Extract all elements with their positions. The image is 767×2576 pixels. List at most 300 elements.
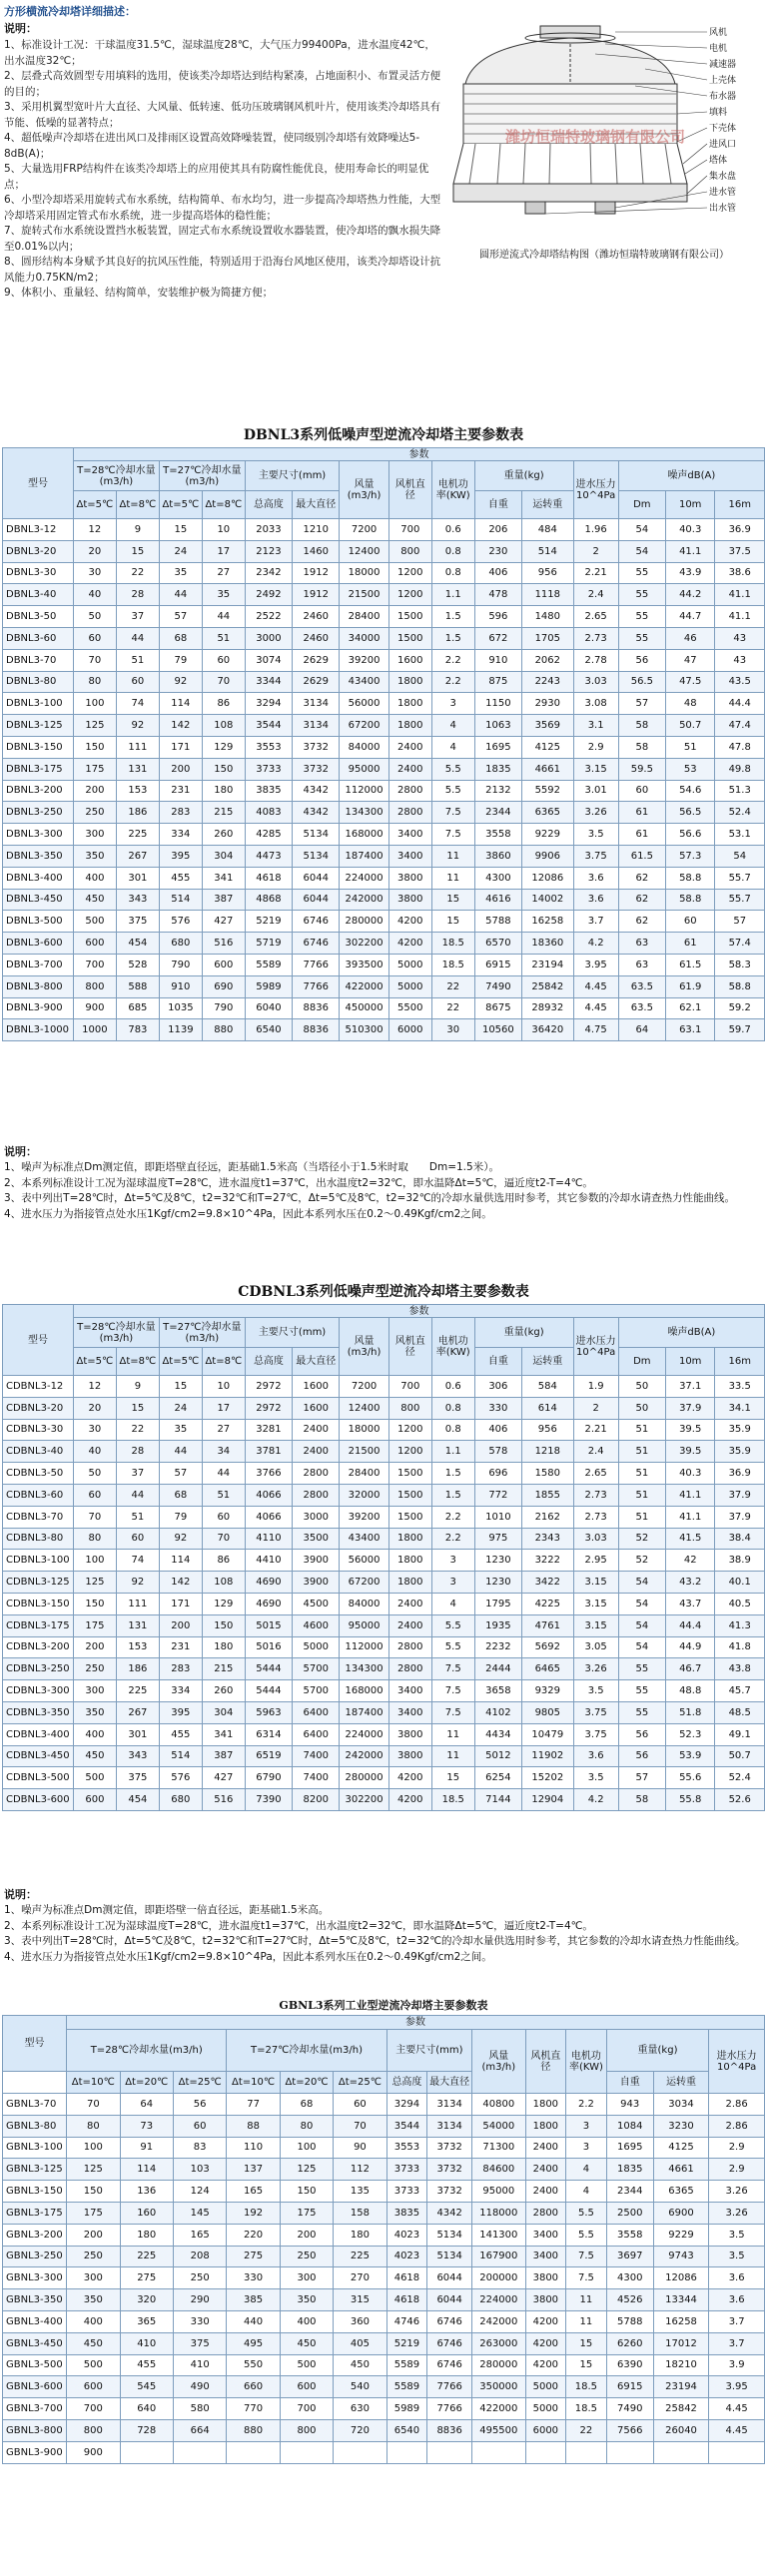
table-cell: 67200 bbox=[340, 715, 388, 737]
table-cell: 150 bbox=[202, 1614, 245, 1636]
table-cell: 41.1 bbox=[715, 606, 765, 628]
table-cell: 9743 bbox=[653, 2246, 709, 2267]
model-cell: CDBNL3-400 bbox=[3, 1723, 74, 1745]
intro-item: 2、层叠式高效圆型专用填料的选用，使该类冷却塔达到结构紧凑，占地面积小、布置灵活方便的目的； bbox=[4, 70, 441, 98]
model-cell: GBNL3-400 bbox=[3, 2310, 67, 2332]
table-cell: 38.4 bbox=[715, 1528, 765, 1550]
table-cell: 92 bbox=[159, 1528, 202, 1550]
table-cell: 3900 bbox=[293, 1572, 340, 1594]
table-cell: 43 bbox=[715, 649, 765, 671]
table-cell: 3.6 bbox=[573, 889, 618, 911]
table-row bbox=[3, 758, 765, 780]
table-cell: 3732 bbox=[427, 2137, 472, 2159]
table-cell: 180 bbox=[120, 2224, 173, 2246]
table-cell: 3.15 bbox=[573, 1593, 618, 1614]
table-cell: 343 bbox=[116, 1745, 159, 1767]
table-cell: 5000 bbox=[293, 1636, 340, 1658]
table-cell: 1218 bbox=[522, 1441, 574, 1463]
table-cell: 490 bbox=[173, 2376, 226, 2398]
table-cell: 3.15 bbox=[573, 1572, 618, 1594]
table-cell: 1.5 bbox=[431, 1463, 474, 1485]
table-cell: 62 bbox=[618, 889, 665, 911]
table-cell: 5134 bbox=[293, 845, 340, 867]
table-header: 自重 bbox=[474, 1348, 521, 1376]
table-cell: 18000 bbox=[340, 562, 388, 584]
table-cell: 4102 bbox=[474, 1701, 521, 1723]
model-cell: DBNL3-1000 bbox=[3, 1019, 74, 1041]
table-cell: 250 bbox=[280, 2246, 333, 2267]
table-cell: 108 bbox=[202, 715, 245, 737]
table-cell: 1.1 bbox=[431, 1441, 474, 1463]
table-cell: 5.5 bbox=[431, 780, 474, 802]
table-row bbox=[3, 1376, 765, 1398]
table-cell: 0.8 bbox=[431, 1397, 474, 1419]
table-cell: 60 bbox=[334, 2094, 386, 2116]
table-cell: 700 bbox=[73, 954, 116, 975]
table-cell: 55.7 bbox=[715, 867, 765, 889]
table-cell: 1600 bbox=[293, 1397, 340, 1419]
table-header: 主要尺寸(mm) bbox=[245, 1318, 340, 1348]
table-cell bbox=[227, 2441, 280, 2463]
table-cell: 58.8 bbox=[665, 867, 714, 889]
table-cell: 35 bbox=[202, 584, 245, 606]
table-cell: 270 bbox=[334, 2267, 386, 2289]
table-header: Δt=10℃ bbox=[67, 2072, 120, 2094]
model-cell: CDBNL3-70 bbox=[3, 1506, 74, 1528]
table-cell: 880 bbox=[202, 1019, 245, 1041]
table-cell: 2400 bbox=[525, 2137, 566, 2159]
table-cell: 10 bbox=[202, 519, 245, 541]
table-cell: 0.6 bbox=[431, 519, 474, 541]
table-header: Dm bbox=[618, 1348, 665, 1376]
table-cell: 1600 bbox=[293, 1376, 340, 1398]
table-cell: 37.1 bbox=[665, 1376, 714, 1398]
table-cell: 57 bbox=[159, 1463, 202, 1485]
table-cell: 3.1 bbox=[573, 715, 618, 737]
table-header: 最大直径 bbox=[293, 1348, 340, 1376]
table-cell: 5134 bbox=[293, 824, 340, 846]
table-cell: 1705 bbox=[522, 627, 574, 649]
table-cell: 1500 bbox=[388, 1506, 431, 1528]
table-cell: 37.9 bbox=[665, 1397, 714, 1419]
table-cell: 500 bbox=[73, 911, 116, 933]
table-cell: 37 bbox=[116, 1463, 159, 1485]
table-cell: 1695 bbox=[606, 2137, 653, 2159]
table-row bbox=[3, 2332, 765, 2354]
table-cell: 700 bbox=[280, 2398, 333, 2420]
table-cell: 44.4 bbox=[665, 1614, 714, 1636]
model-cell: DBNL3-350 bbox=[3, 845, 74, 867]
table-header: 风量(m3/h) bbox=[340, 1318, 388, 1376]
table-cell: 975 bbox=[474, 1528, 521, 1550]
table-cell: 200000 bbox=[472, 2267, 525, 2289]
table-cell: 3400 bbox=[388, 824, 431, 846]
model-cell: GBNL3-450 bbox=[3, 2332, 67, 2354]
table-cell: 168000 bbox=[340, 824, 388, 846]
table-cell: 385 bbox=[227, 2289, 280, 2311]
table-cell: 5444 bbox=[245, 1680, 292, 1702]
table-cell: 175 bbox=[67, 2202, 120, 2224]
table-cell: 50 bbox=[618, 1376, 665, 1398]
table-cell: 2.73 bbox=[573, 1484, 618, 1506]
table-cell: 5700 bbox=[293, 1680, 340, 1702]
table-cell: 42 bbox=[665, 1550, 714, 1572]
table-cell: 6254 bbox=[474, 1767, 521, 1789]
table-cell: 180 bbox=[202, 1636, 245, 1658]
table-header: 型号 bbox=[3, 1305, 74, 1376]
table-cell: 56.5 bbox=[618, 671, 665, 693]
table-cell: 500 bbox=[67, 2354, 120, 2376]
table-cell: 696 bbox=[474, 1463, 521, 1485]
table-cell: 43400 bbox=[340, 1528, 388, 1550]
table-cell: 160 bbox=[120, 2202, 173, 2224]
model-cell: DBNL3-30 bbox=[3, 562, 74, 584]
table-cell: 4200 bbox=[525, 2310, 566, 2332]
table-cell: 15 bbox=[116, 1397, 159, 1419]
table-cell: 6365 bbox=[522, 802, 574, 824]
model-cell: DBNL3-800 bbox=[3, 975, 74, 997]
table-cell: 68 bbox=[159, 1484, 202, 1506]
table-cell: 131 bbox=[116, 758, 159, 780]
table-row bbox=[3, 671, 765, 693]
table-cell: 3 bbox=[431, 1550, 474, 1572]
table-cell: 12 bbox=[73, 519, 116, 541]
table-cell: 2400 bbox=[525, 2159, 566, 2181]
table-cell: 4285 bbox=[245, 824, 292, 846]
table-cell: 224000 bbox=[472, 2289, 525, 2311]
table-cell: 450 bbox=[67, 2332, 120, 2354]
table-cell: 14002 bbox=[522, 889, 574, 911]
table-cell: 3400 bbox=[388, 1680, 431, 1702]
table-cell: 23194 bbox=[522, 954, 574, 975]
table-cell: 50 bbox=[73, 1463, 116, 1485]
table-cell: 110 bbox=[227, 2137, 280, 2159]
table-cell: 3558 bbox=[606, 2224, 653, 2246]
table-cell: 1835 bbox=[606, 2159, 653, 2181]
table-cell: 2.9 bbox=[709, 2137, 765, 2159]
model-cell: GBNL3-250 bbox=[3, 2246, 67, 2267]
table-cell: 200 bbox=[159, 1614, 202, 1636]
table-header: 主要尺寸(mm) bbox=[245, 461, 340, 491]
model-cell: DBNL3-400 bbox=[3, 867, 74, 889]
table-cell: 2800 bbox=[525, 2202, 566, 2224]
table-cell: 6044 bbox=[427, 2267, 472, 2289]
table-cell: 51 bbox=[116, 1506, 159, 1528]
table-cell: 60 bbox=[173, 2115, 226, 2137]
table-cell bbox=[472, 2441, 525, 2463]
table-cell: 95000 bbox=[472, 2181, 525, 2203]
table-cell: 454 bbox=[116, 1789, 159, 1811]
table-cell: 74 bbox=[116, 1550, 159, 1572]
table-cell: 55 bbox=[618, 1701, 665, 1723]
table-header: 10m bbox=[665, 491, 714, 519]
table-cell: 58 bbox=[618, 736, 665, 758]
table-cell: 440 bbox=[227, 2310, 280, 2332]
table-cell: 700 bbox=[388, 519, 431, 541]
table-cell: 5.5 bbox=[431, 758, 474, 780]
table-cell: 57 bbox=[618, 1767, 665, 1789]
table-cell: 2444 bbox=[474, 1658, 521, 1680]
table-cell: 47.5 bbox=[665, 671, 714, 693]
table-cell: 43.9 bbox=[665, 562, 714, 584]
table-cell: 48.5 bbox=[715, 1701, 765, 1723]
table-cell: 57.3 bbox=[665, 845, 714, 867]
table-cell: 141300 bbox=[472, 2224, 525, 2246]
table-row bbox=[3, 824, 765, 846]
table-cell: 92 bbox=[116, 715, 159, 737]
table-cell: 88 bbox=[227, 2115, 280, 2137]
table-cell: 2.9 bbox=[573, 736, 618, 758]
table-cell: 61 bbox=[665, 933, 714, 955]
table-cell: 175 bbox=[73, 758, 116, 780]
table-cell: 61 bbox=[618, 824, 665, 846]
table-cell: 21500 bbox=[340, 584, 388, 606]
table-cell: 3800 bbox=[388, 1723, 431, 1745]
table-cell: 3658 bbox=[474, 1680, 521, 1702]
table-cell: 208 bbox=[173, 2246, 226, 2267]
table-cell: 2460 bbox=[293, 606, 340, 628]
table-cell: 393500 bbox=[340, 954, 388, 975]
table-cell: 44 bbox=[202, 1463, 245, 1485]
table-cell: 51 bbox=[202, 627, 245, 649]
table-cell: 54 bbox=[618, 1636, 665, 1658]
table-cell: 5589 bbox=[386, 2354, 427, 2376]
table-cell: 70 bbox=[334, 2115, 386, 2137]
table-cell: 6044 bbox=[293, 889, 340, 911]
table-cell: 4661 bbox=[522, 758, 574, 780]
note-item: 4、进水压力为指接管点处水压1Kgf/cm2=9.8×10^4Pa，因此本系列水压在0.2～0.49Kgf/cm2之间。 bbox=[4, 1208, 492, 1221]
table-cell: 301 bbox=[116, 867, 159, 889]
table-cell: 450000 bbox=[340, 997, 388, 1019]
table-header: 风机直径 bbox=[388, 1318, 431, 1376]
model-cell: GBNL3-70 bbox=[3, 2094, 67, 2116]
table-cell: 7.5 bbox=[431, 824, 474, 846]
model-cell: GBNL3-800 bbox=[3, 2419, 67, 2441]
table-cell: 2344 bbox=[606, 2181, 653, 2203]
table-cell: 46 bbox=[665, 627, 714, 649]
table-row bbox=[3, 2398, 765, 2420]
table-cell: 1855 bbox=[522, 1484, 574, 1506]
model-cell: GBNL3-175 bbox=[3, 2202, 67, 2224]
table-cell: 35.9 bbox=[715, 1441, 765, 1463]
table-row bbox=[3, 562, 765, 584]
table-cell: 0.8 bbox=[431, 1419, 474, 1441]
table-cell: 1.96 bbox=[573, 519, 618, 541]
table-cell: 304 bbox=[202, 845, 245, 867]
table-cell: 9 bbox=[116, 519, 159, 541]
table-cell: 290 bbox=[173, 2289, 226, 2311]
table-row bbox=[3, 2202, 765, 2224]
table-cell: 2343 bbox=[522, 1528, 574, 1550]
table-cell: 510300 bbox=[340, 1019, 388, 1041]
table-row bbox=[3, 715, 765, 737]
table-cell: 38.6 bbox=[715, 562, 765, 584]
note-item: 2、本系列标准设计工况为湿球温度T=28℃，进水温度t1=37℃，出水温度t2=32℃，即水温降Δt=5℃，逼近度t2-T=4℃。 bbox=[4, 1176, 593, 1189]
table-cell: 71300 bbox=[472, 2137, 525, 2159]
table-cell: 302200 bbox=[340, 933, 388, 955]
table-cell: 3074 bbox=[245, 649, 292, 671]
table-cell: 2.4 bbox=[573, 1441, 618, 1463]
table-cell bbox=[525, 2441, 566, 2463]
table-cell: 3835 bbox=[245, 780, 292, 802]
table-cell: 6000 bbox=[388, 1019, 431, 1041]
table-header: Dm bbox=[618, 491, 665, 519]
table-cell: 800 bbox=[388, 540, 431, 562]
table-cell: 375 bbox=[116, 911, 159, 933]
table-cell: 17 bbox=[202, 540, 245, 562]
table-cell: 1139 bbox=[159, 1019, 202, 1041]
table-cell: 15 bbox=[431, 1767, 474, 1789]
table-cell: 51 bbox=[618, 1419, 665, 1441]
table-cell: 3.05 bbox=[573, 1636, 618, 1658]
table-cell: 58.8 bbox=[715, 975, 765, 997]
note-item: 4、进水压力为指接管点处水压1Kgf/cm2=9.8×10^4Pa，因此本系列水压在0.2～0.49Kgf/cm2之间。 bbox=[4, 1951, 492, 1964]
table-cell: 3400 bbox=[388, 845, 431, 867]
table-cell: 103 bbox=[173, 2159, 226, 2181]
table-cell: 2800 bbox=[293, 1484, 340, 1506]
table-cell: 330 bbox=[227, 2267, 280, 2289]
table-cell: 3569 bbox=[522, 715, 574, 737]
table-cell: 2.9 bbox=[709, 2159, 765, 2181]
table-cell: 60 bbox=[665, 911, 714, 933]
table-header: 主要尺寸(mm) bbox=[386, 2030, 471, 2072]
table-cell: 22 bbox=[116, 562, 159, 584]
table-cell: 125 bbox=[67, 2159, 120, 2181]
table-cell: 15 bbox=[431, 911, 474, 933]
table-cell: 125 bbox=[73, 1572, 116, 1594]
table-cell: 62.1 bbox=[665, 997, 714, 1019]
table-cell: 95000 bbox=[340, 758, 388, 780]
table-cell: 4618 bbox=[245, 867, 292, 889]
table-cell: 1935 bbox=[474, 1614, 521, 1636]
table-cell: 596 bbox=[474, 606, 521, 628]
table-cell: 9229 bbox=[522, 824, 574, 846]
table-cell: 25842 bbox=[522, 975, 574, 997]
model-cell: CDBNL3-450 bbox=[3, 1745, 74, 1767]
table-cell: 4500 bbox=[293, 1593, 340, 1614]
table-cell: 514 bbox=[159, 1745, 202, 1767]
table-cell: 180 bbox=[202, 780, 245, 802]
table-cell: 3800 bbox=[388, 867, 431, 889]
table-cell: 206 bbox=[474, 519, 521, 541]
table-cell: 600 bbox=[67, 2376, 120, 2398]
table-cell: 186 bbox=[116, 802, 159, 824]
table-cell: 4 bbox=[566, 2181, 607, 2203]
model-cell: GBNL3-900 bbox=[3, 2441, 67, 2463]
table-cell: 51 bbox=[665, 736, 714, 758]
watermark-text: 潍坊恒瑞特玻璃钢有限公司 bbox=[505, 128, 686, 146]
table-cell: 61.5 bbox=[618, 845, 665, 867]
table-cell: 58 bbox=[618, 1789, 665, 1811]
table-cell: 45.7 bbox=[715, 1680, 765, 1702]
table-cell: 9229 bbox=[653, 2224, 709, 2246]
table-cell: 13344 bbox=[653, 2289, 709, 2311]
table-cell: 614 bbox=[522, 1397, 574, 1419]
table-cell: 50 bbox=[73, 606, 116, 628]
table-cell: 5000 bbox=[388, 975, 431, 997]
table-cell: 4300 bbox=[606, 2267, 653, 2289]
table-cell: 51 bbox=[618, 1506, 665, 1528]
table-cell: 39.5 bbox=[665, 1441, 714, 1463]
table-cell: 55 bbox=[618, 562, 665, 584]
table-cell: 9 bbox=[116, 1376, 159, 1398]
table-cell: 4083 bbox=[245, 802, 292, 824]
table-cell: 92 bbox=[116, 1572, 159, 1594]
table-cell: 55 bbox=[618, 1680, 665, 1702]
table-cell: 3.6 bbox=[709, 2267, 765, 2289]
table-cell: 3.7 bbox=[573, 911, 618, 933]
table-cell: 2132 bbox=[474, 780, 521, 802]
table-cell: 49.1 bbox=[715, 1723, 765, 1745]
table-cell: 11 bbox=[431, 1745, 474, 1767]
table-cell: 16258 bbox=[522, 911, 574, 933]
table-cell: 153 bbox=[116, 1636, 159, 1658]
table-row bbox=[3, 1397, 765, 1419]
table-header: 风机直径 bbox=[525, 2030, 566, 2094]
table-cell: 400 bbox=[73, 867, 116, 889]
table-cell: 478 bbox=[474, 584, 521, 606]
table-cell: 400 bbox=[73, 1723, 116, 1745]
tower-structure-diagram bbox=[445, 24, 763, 244]
table-body bbox=[3, 519, 765, 1041]
table-cell: 54 bbox=[618, 519, 665, 541]
table-row bbox=[3, 1789, 765, 1811]
table-cell: 53.1 bbox=[715, 824, 765, 846]
table-cell: 175 bbox=[280, 2202, 333, 2224]
table-cell: 600 bbox=[280, 2376, 333, 2398]
table-cell: 2.2 bbox=[566, 2094, 607, 2116]
table-cell: 3344 bbox=[245, 671, 292, 693]
table-row bbox=[3, 1745, 765, 1767]
table-cell: 225 bbox=[334, 2246, 386, 2267]
table-cell: 350 bbox=[280, 2289, 333, 2311]
table-cell: 35 bbox=[159, 1419, 202, 1441]
model-cell: CDBNL3-80 bbox=[3, 1528, 74, 1550]
table-cell: 4690 bbox=[245, 1572, 292, 1594]
table-cell: 50.7 bbox=[665, 715, 714, 737]
table-cell: 15 bbox=[431, 889, 474, 911]
table-header: Δt=25℃ bbox=[334, 2072, 386, 2094]
table-cell: 514 bbox=[159, 889, 202, 911]
table-cell: 63.5 bbox=[618, 997, 665, 1019]
table-cell: 55 bbox=[618, 584, 665, 606]
table-cell: 187400 bbox=[340, 1701, 388, 1723]
table-header: 自重 bbox=[606, 2072, 653, 2094]
table-cell: 1084 bbox=[606, 2115, 653, 2137]
table-cell: 4.45 bbox=[573, 997, 618, 1019]
table-cell: 57 bbox=[715, 911, 765, 933]
table-cell: 5.5 bbox=[431, 1614, 474, 1636]
table-cell: 350 bbox=[67, 2289, 120, 2311]
table-cell: 33.5 bbox=[715, 1376, 765, 1398]
table-cell: 2.2 bbox=[431, 1528, 474, 1550]
table-cell: 330 bbox=[173, 2310, 226, 2332]
model-cell: DBNL3-175 bbox=[3, 758, 74, 780]
table-cell: 267 bbox=[116, 1701, 159, 1723]
tower-drawing bbox=[445, 24, 763, 244]
table-cell: 86 bbox=[202, 693, 245, 715]
table-cell: 7400 bbox=[293, 1767, 340, 1789]
table-cell: 6746 bbox=[427, 2310, 472, 2332]
table-cell: 6390 bbox=[606, 2354, 653, 2376]
table-cell: 2972 bbox=[245, 1397, 292, 1419]
table-cell: 18360 bbox=[522, 933, 574, 955]
table-cell: 60 bbox=[116, 671, 159, 693]
model-cell: GBNL3-200 bbox=[3, 2224, 67, 2246]
table-cell: 450 bbox=[280, 2332, 333, 2354]
table-cell: 56000 bbox=[340, 693, 388, 715]
table-cell: 225 bbox=[116, 1680, 159, 1702]
